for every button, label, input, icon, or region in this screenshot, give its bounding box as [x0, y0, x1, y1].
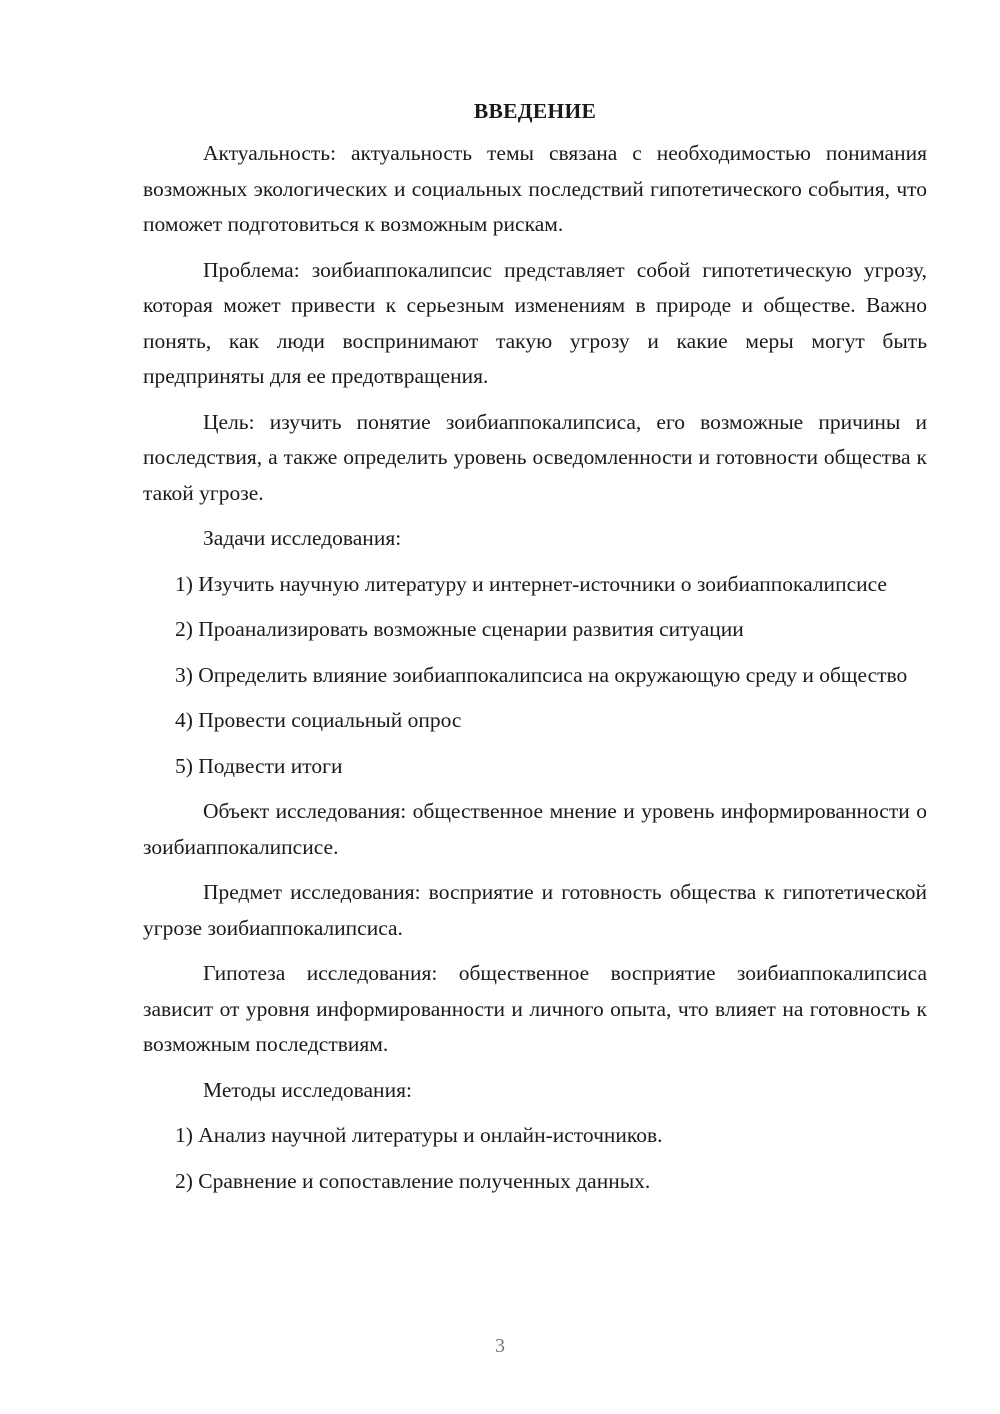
page-content [143, 96, 927, 1209]
task-item-2: 2) Проанализировать возможные сценарии развития ситуации [175, 617, 744, 641]
task-item-4: 4) Провести социальный опрос [175, 708, 462, 732]
task-item-3: 3) Определить влияние зоибиаппокалипсиса на окружающую среду и общество [175, 662, 908, 687]
paragraph-object: Объект исследования: общественное мнение и уровень информированности о зоибиаппокалипсисе. [143, 799, 927, 859]
tasks-heading: Задачи исследования: [203, 526, 402, 550]
task-item-1: 1) Изучить научную литературу и интернет-источники о зоибиаппокалипсисе [175, 571, 887, 596]
task-item-5: 5) Подвести итоги [175, 753, 343, 778]
section-title: ВВЕДЕНИЕ [473, 99, 597, 123]
paragraph-problem: Проблема: зоибиаппокалипсис представляет собой гипотетическую угрозу, которая может привести к серьезным изменениям в природе и обществе. Важно понять, как люди воспринимают такую угрозу и какие меры могут быть предприняты для ее предотвращения. [143, 257, 927, 388]
method-item-1: 1) Анализ научной литературы и онлайн-источников. [175, 1123, 663, 1147]
method-item-2: 2) Сравнение и сопоставление полученных данных. [175, 1168, 651, 1193]
page-number: 3 [495, 1335, 505, 1357]
paragraph-relevance: Актуальность: актуальность темы связана с необходимостью понимания возможных экологических и социальных последствий гипотетического события, что поможет подготовиться к возможным рискам. [143, 141, 927, 236]
paragraph-hypothesis: Гипотеза исследования: общественное восприятие зоибиаппокалипсиса зависит от уровня информированности и личного опыта, что влияет на готовность к возможным последствиям. [143, 961, 927, 1056]
paragraph-subject: Предмет исследования: восприятие и готовность общества к гипотетической угрозе зоибиаппокалипсиса. [143, 880, 927, 940]
methods-heading: Методы исследования: [203, 1077, 412, 1102]
paragraph-goal: Цель: изучить понятие зоибиаппокалипсиса, его возможные причины и последствия, а также определить уровень осведомленности и готовности общества к такой угрозе. [143, 409, 927, 505]
